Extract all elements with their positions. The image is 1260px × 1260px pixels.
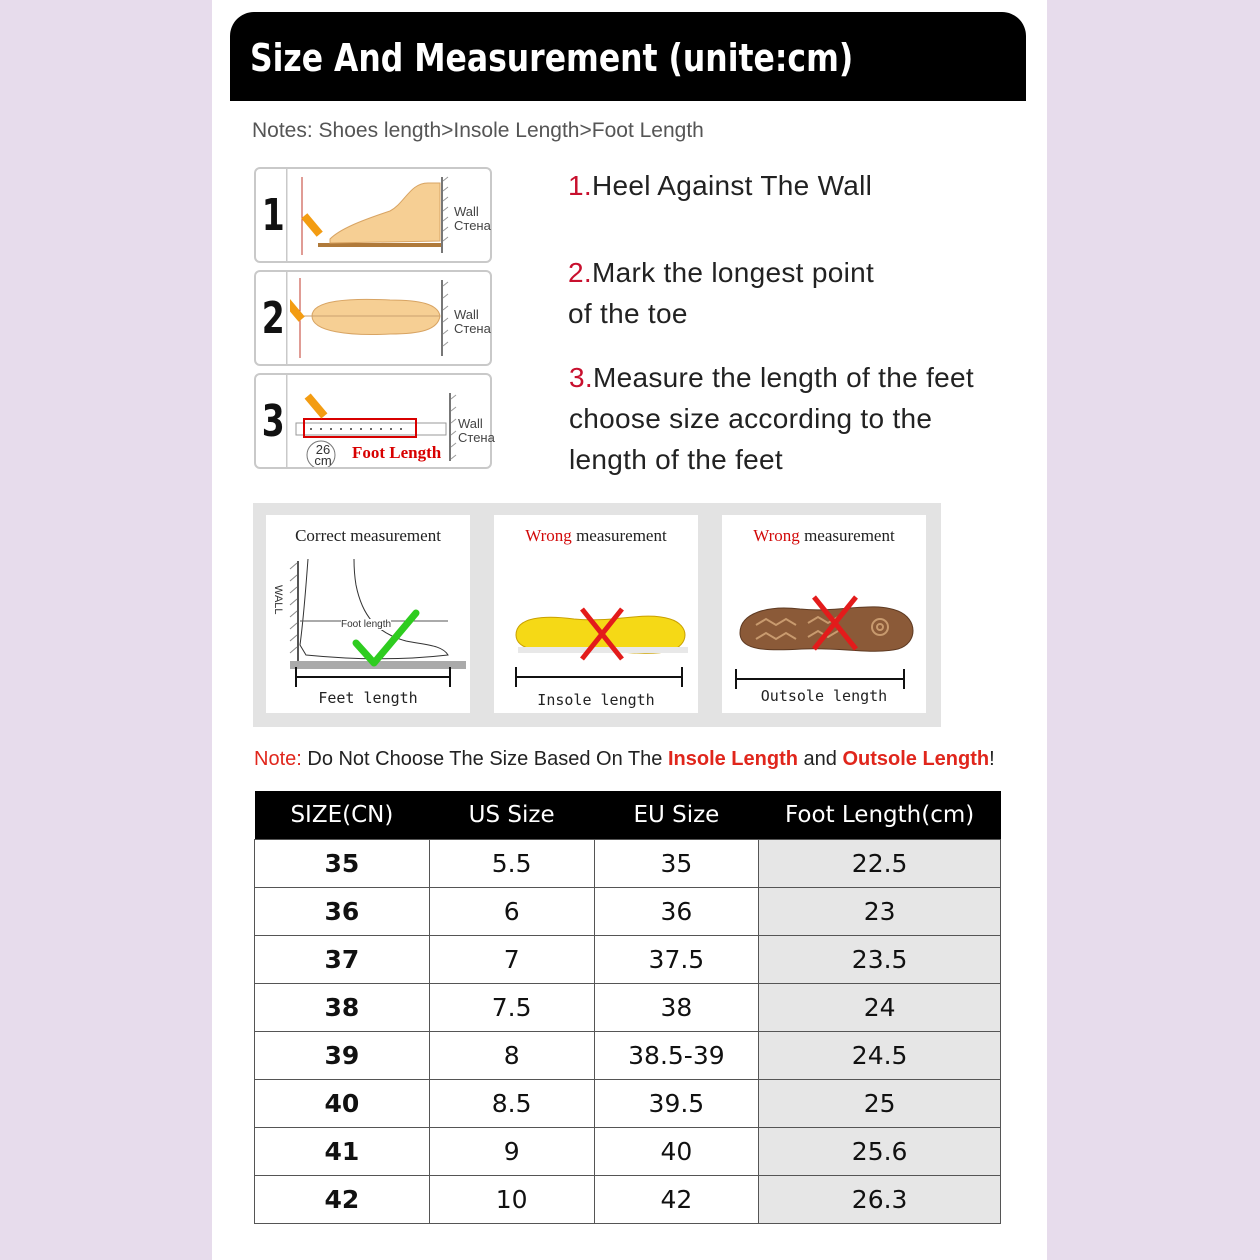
table-cell: 9 — [429, 1128, 594, 1176]
wrong-word: Wrong — [525, 526, 572, 545]
feet-length-label: Feet length — [318, 689, 418, 707]
table-row — [255, 888, 1001, 936]
size-chart-page — [212, 0, 1047, 1260]
table-cell: 37 — [255, 936, 430, 984]
correct-title: Correct measurement — [295, 526, 441, 545]
table-cell: 25 — [759, 1080, 1001, 1128]
table-cell: 37.5 — [594, 936, 759, 984]
instruction-2 — [568, 252, 874, 334]
note-label: Note: — [254, 748, 302, 770]
wrong-word: Wrong — [753, 526, 800, 545]
table-cell: 23.5 — [759, 936, 1001, 984]
table-cell: 5.5 — [429, 840, 594, 888]
table-cell: 38.5-39 — [594, 1032, 759, 1080]
col-header-size-cn: SIZE(CN) — [255, 791, 430, 840]
ruler-readout — [310, 444, 336, 466]
instruction-text: Heel Against The Wall — [591, 170, 873, 201]
step-card-2 — [254, 270, 492, 366]
table-cell: 7 — [429, 936, 594, 984]
wall-label-ru: Стена — [454, 218, 491, 233]
insole-illustration — [494, 595, 698, 675]
table-cell: 39 — [255, 1032, 430, 1080]
wall-label: Wall — [454, 307, 479, 322]
wrong-outsole-card — [722, 515, 926, 713]
foot-length-small-label: Foot length — [341, 619, 392, 630]
table-cell: 42 — [594, 1176, 759, 1224]
table-cell: 10 — [429, 1176, 594, 1224]
insole-length-label: Insole length — [537, 691, 655, 709]
table-row — [255, 1176, 1001, 1224]
table-header-row — [255, 791, 1001, 840]
table-cell: 24.5 — [759, 1032, 1001, 1080]
insole-length-bracket — [514, 665, 686, 689]
table-cell: 41 — [255, 1128, 430, 1176]
table-cell: 24 — [759, 984, 1001, 1032]
table-cell: 6 — [429, 888, 594, 936]
table-cell: 36 — [594, 888, 759, 936]
table-cell: 25.6 — [759, 1128, 1001, 1176]
instruction-text: of the toe — [568, 298, 688, 329]
instruction-number: 2. — [568, 257, 592, 288]
wall-label-ru: Стена — [454, 321, 491, 336]
col-header-us-size: US Size — [429, 791, 594, 840]
table-row — [255, 936, 1001, 984]
instruction-number: 3. — [569, 362, 593, 393]
table-cell: 39.5 — [594, 1080, 759, 1128]
measurement-examples — [253, 503, 941, 727]
instruction-text: length of the feet — [569, 444, 784, 475]
feet-length-bracket — [294, 665, 454, 689]
step-card-3 — [254, 373, 495, 469]
table-row — [255, 1080, 1001, 1128]
table-cell: 40 — [594, 1128, 759, 1176]
table-row — [255, 984, 1001, 1032]
table-cell: 35 — [255, 840, 430, 888]
table-cell: 38 — [594, 984, 759, 1032]
wall-label: Wall — [458, 416, 483, 431]
table-cell: 42 — [255, 1176, 430, 1224]
table-cell: 26.3 — [759, 1176, 1001, 1224]
step-number: 1 — [261, 169, 288, 261]
wall-label-ru: Стена — [458, 430, 495, 445]
wrong-rest: measurement — [571, 526, 667, 545]
instruction-text: choose size according to the — [569, 403, 933, 434]
size-warning-note — [254, 748, 995, 771]
instruction-text: Measure the length of the feet — [592, 362, 974, 393]
table-row — [255, 1032, 1001, 1080]
title-bar — [230, 12, 1026, 101]
table-row — [255, 1128, 1001, 1176]
instruction-text: Mark the longest point — [591, 257, 875, 288]
table-cell: 40 — [255, 1080, 430, 1128]
note-text: and — [797, 748, 843, 770]
table-cell: 7.5 — [429, 984, 594, 1032]
wrong-insole-card — [494, 515, 698, 713]
correct-example-card — [266, 515, 470, 713]
outsole-illustration — [722, 589, 926, 669]
foot-against-wall-illustration — [266, 555, 470, 675]
foot-length-label: Foot Length — [352, 443, 442, 462]
page-title: Size And Measurement (unite:cm) — [250, 36, 854, 80]
table-cell: 22.5 — [759, 840, 1001, 888]
col-header-eu-size: EU Size — [594, 791, 759, 840]
table-row — [255, 840, 1001, 888]
step-card-1 — [254, 167, 492, 263]
table-cell: 8 — [429, 1032, 594, 1080]
step-number: 2 — [261, 272, 288, 364]
wall-vertical-label: WALL — [272, 585, 284, 615]
outsole-length-label: Outsole length — [760, 687, 888, 705]
ruler-value: 26 — [315, 442, 331, 457]
table-cell: 23 — [759, 888, 1001, 936]
table-cell: 36 — [255, 888, 430, 936]
step-number: 3 — [261, 375, 288, 467]
wrong-insole-title — [494, 526, 698, 546]
size-table — [254, 791, 1001, 1224]
table-cell: 35 — [594, 840, 759, 888]
instruction-1 — [568, 165, 872, 206]
ruler-unit: cm — [314, 453, 332, 468]
wall-label: Wall — [454, 204, 479, 219]
note-text: Do Not Choose The Size Based On The — [301, 748, 668, 770]
table-cell: 38 — [255, 984, 430, 1032]
notes-text: Notes: Shoes length>Insole Length>Foot Length — [252, 119, 704, 142]
note-text: ! — [989, 748, 995, 770]
wrong-rest: measurement — [799, 526, 895, 545]
wrong-outsole-title — [722, 526, 926, 546]
instruction-number: 1. — [568, 170, 592, 201]
note-outsole: Outsole Length — [842, 748, 990, 770]
note-insole: Insole Length — [667, 748, 798, 770]
instruction-3 — [569, 357, 974, 480]
table-cell: 8.5 — [429, 1080, 594, 1128]
col-header-foot-length: Foot Length(cm) — [759, 791, 1001, 840]
